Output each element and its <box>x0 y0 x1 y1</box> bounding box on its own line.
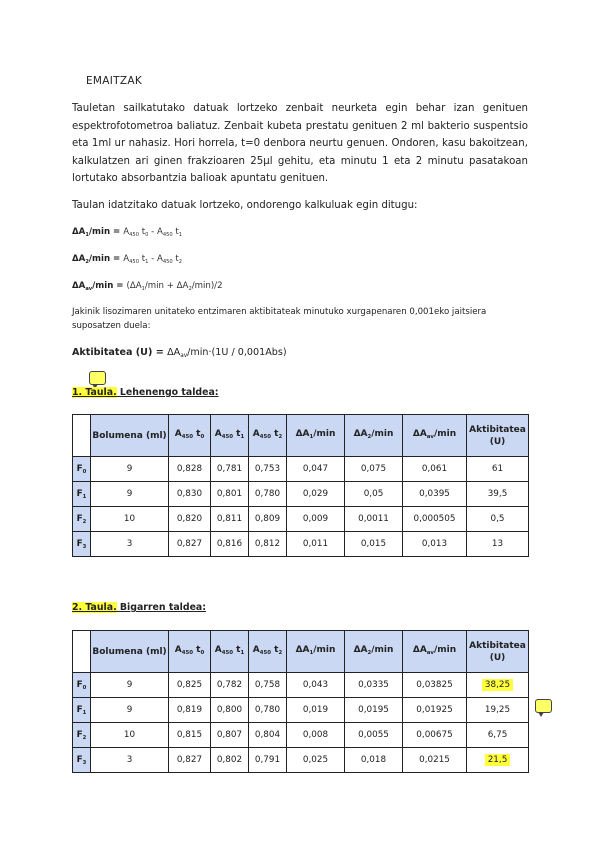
cell-t0: 0,820 <box>169 507 211 532</box>
cell-dav: 0,000505 <box>403 507 467 532</box>
formula-delta-a2: $\Delta A_2/\min = A_{450}$ $t_1 - A_{450}$ $t_2$ <box>72 254 183 265</box>
cell-dav: 0,013 <box>403 532 467 557</box>
table-row <box>73 457 529 482</box>
cell-dav: 0,03825 <box>403 673 467 698</box>
cell-d1: 0,025 <box>287 748 345 773</box>
cell-volume: 9 <box>91 482 169 507</box>
comment-icon[interactable] <box>535 699 552 713</box>
cell-d1: 0,043 <box>287 673 345 698</box>
cell-d1: 0,029 <box>287 482 345 507</box>
cell-t0: 0,825 <box>169 673 211 698</box>
header-activity: Aktibitatea (U) <box>467 415 529 457</box>
cell-d2: 0,015 <box>345 532 403 557</box>
table-row <box>73 698 529 723</box>
cell-d1: 0,019 <box>287 698 345 723</box>
cell-activity: 39,5 <box>467 482 529 507</box>
fraction-label: $F_1$ <box>73 698 91 723</box>
cell-t1: 0,801 <box>211 482 249 507</box>
fraction-label: $F_3$ <box>73 532 91 557</box>
cell-t0: 0,827 <box>169 748 211 773</box>
header-delta-a1: $\Delta A_1/\min$ <box>287 415 345 457</box>
cell-dav: 0,0395 <box>403 482 467 507</box>
table1-caption: 1. Taula. Lehenengo taldea: <box>72 387 219 398</box>
header-activity: Aktibitatea (U) <box>467 631 529 673</box>
cell-t1: 0,811 <box>211 507 249 532</box>
cell-volume: 9 <box>91 698 169 723</box>
cell-volume: 3 <box>91 532 169 557</box>
cell-t1: 0,800 <box>211 698 249 723</box>
cell-activity <box>467 673 529 698</box>
cell-d2: 0,0195 <box>345 698 403 723</box>
fraction-label: $F_1$ <box>73 482 91 507</box>
cell-t1: 0,782 <box>211 673 249 698</box>
table-header-row <box>73 631 529 673</box>
cell-activity: 0,5 <box>467 507 529 532</box>
cell-dav: 0,0215 <box>403 748 467 773</box>
cell-volume: 10 <box>91 507 169 532</box>
cell-d2: 0,05 <box>345 482 403 507</box>
cell-d1: 0,047 <box>287 457 345 482</box>
cell-t0: 0,830 <box>169 482 211 507</box>
cell-activity: 61 <box>467 457 529 482</box>
blank-header <box>73 415 91 457</box>
cell-t1: 0,802 <box>211 748 249 773</box>
header-a450-t2: $A_{450}$ $t_2$ <box>249 415 287 457</box>
cell-t0: 0,815 <box>169 723 211 748</box>
table-row <box>73 673 529 698</box>
fraction-label: $F_2$ <box>73 723 91 748</box>
cell-d2: 0,075 <box>345 457 403 482</box>
cell-activity: 6,75 <box>467 723 529 748</box>
fraction-label: $F_2$ <box>73 507 91 532</box>
fraction-label: $F_3$ <box>73 748 91 773</box>
cell-t2: 0,812 <box>249 532 287 557</box>
table-row <box>73 723 529 748</box>
header-volume: Bolumena (ml) <box>91 631 169 673</box>
cell-d2: 0,0335 <box>345 673 403 698</box>
cell-t2: 0,780 <box>249 698 287 723</box>
header-delta-a2: $\Delta A_2/\min$ <box>345 415 403 457</box>
highlighted-value: 21,5 <box>485 754 511 766</box>
cell-t2: 0,753 <box>249 457 287 482</box>
cell-t2: 0,809 <box>249 507 287 532</box>
cell-d1: 0,009 <box>287 507 345 532</box>
cell-activity: 19,25 <box>467 698 529 723</box>
table-row <box>73 482 529 507</box>
cell-t0: 0,828 <box>169 457 211 482</box>
cell-t2: 0,780 <box>249 482 287 507</box>
cell-d2: 0,018 <box>345 748 403 773</box>
header-a450-t2: $A_{450}$ $t_2$ <box>249 631 287 673</box>
header-delta-aav: $\Delta A_{av}/\min$ <box>403 631 467 673</box>
cell-t0: 0,819 <box>169 698 211 723</box>
fraction-label: $F_0$ <box>73 673 91 698</box>
cell-dav: 0,01925 <box>403 698 467 723</box>
header-delta-a2: $\Delta A_2/\min$ <box>345 631 403 673</box>
header-a450-t0: $A_{450}$ $t_0$ <box>169 415 211 457</box>
lysozyme-note: Jakinik lisozimaren unitateko entzimaren aktibitateak minutuko xurgapenaren 0,001eko jaitsiera suposatzen duela: <box>72 307 487 331</box>
table-row <box>73 532 529 557</box>
highlighted-value: 38,25 <box>482 679 513 691</box>
cell-d2: 0,0055 <box>345 723 403 748</box>
table-row <box>73 507 529 532</box>
cell-volume: 3 <box>91 748 169 773</box>
header-delta-a1: $\Delta A_1/\min$ <box>287 631 345 673</box>
header-a450-t0: $A_{450}$ $t_0$ <box>169 631 211 673</box>
blank-header <box>73 631 91 673</box>
cell-dav: 0,061 <box>403 457 467 482</box>
header-a450-t1: $A_{450}$ $t_1$ <box>211 631 249 673</box>
cell-volume: 10 <box>91 723 169 748</box>
cell-t1: 0,816 <box>211 532 249 557</box>
cell-t2: 0,791 <box>249 748 287 773</box>
table-first-group <box>72 414 529 557</box>
comment-icon[interactable] <box>89 371 106 385</box>
cell-activity <box>467 748 529 773</box>
table-row <box>73 748 529 773</box>
cell-d2: 0,0011 <box>345 507 403 532</box>
intro-paragraph: Tauletan sailkatutako datuak lortzeko zenbait neurketa egin behar izan genituen espektrofotometroa baliatuz. Zenbait kubeta prestatu genituen 2 ml bakterio suspentsio eta 1ml ur nahasiz. Hori horrela, t=0 denbora neurtu genuen. Ondoren, kasu bakoitzean, kalkulatzen ari ginen frakzioaren 25µl gehitu, eta minutu 1 eta 2 minutu pasatakoan lortutako absorbantzia balioak apuntatu genituen. <box>72 103 528 184</box>
formula-delta-av: $\Delta A_{av}/\min = (\Delta A_1/\min + \Delta A_2/\min)/2$ <box>72 281 223 292</box>
cell-volume: 9 <box>91 673 169 698</box>
cell-d1: 0,008 <box>287 723 345 748</box>
header-volume: Bolumena (ml) <box>91 415 169 457</box>
table-second-group <box>72 630 529 773</box>
cell-d1: 0,011 <box>287 532 345 557</box>
activity-formula: Aktibitatea $(U) = \Delta A_{av}/\min\cdot(1U / 0,001Abs)$ <box>72 347 287 360</box>
cell-t1: 0,807 <box>211 723 249 748</box>
cell-t1: 0,781 <box>211 457 249 482</box>
cell-dav: 0,00675 <box>403 723 467 748</box>
cell-t0: 0,827 <box>169 532 211 557</box>
fraction-label: $F_0$ <box>73 457 91 482</box>
cell-t2: 0,758 <box>249 673 287 698</box>
formula-delta-a1: $\Delta A_1/\min = A_{450}$ $t_0 - A_{450}$ $t_1$ <box>72 227 183 238</box>
table2-caption: 2. Taula. Bigarren taldea: <box>72 602 207 613</box>
cell-t2: 0,804 <box>249 723 287 748</box>
cell-activity: 13 <box>467 532 529 557</box>
header-delta-aav: $\Delta A_{av}/\min$ <box>403 415 467 457</box>
table-header-row <box>73 415 529 457</box>
cell-volume: 9 <box>91 457 169 482</box>
calc-intro: Taulan idatzitako datuak lortzeko, ondorengo kalkuluak egin ditugu: <box>72 200 418 211</box>
header-a450-t1: $A_{450}$ $t_1$ <box>211 415 249 457</box>
section-heading: EMAITZAK <box>86 75 143 87</box>
